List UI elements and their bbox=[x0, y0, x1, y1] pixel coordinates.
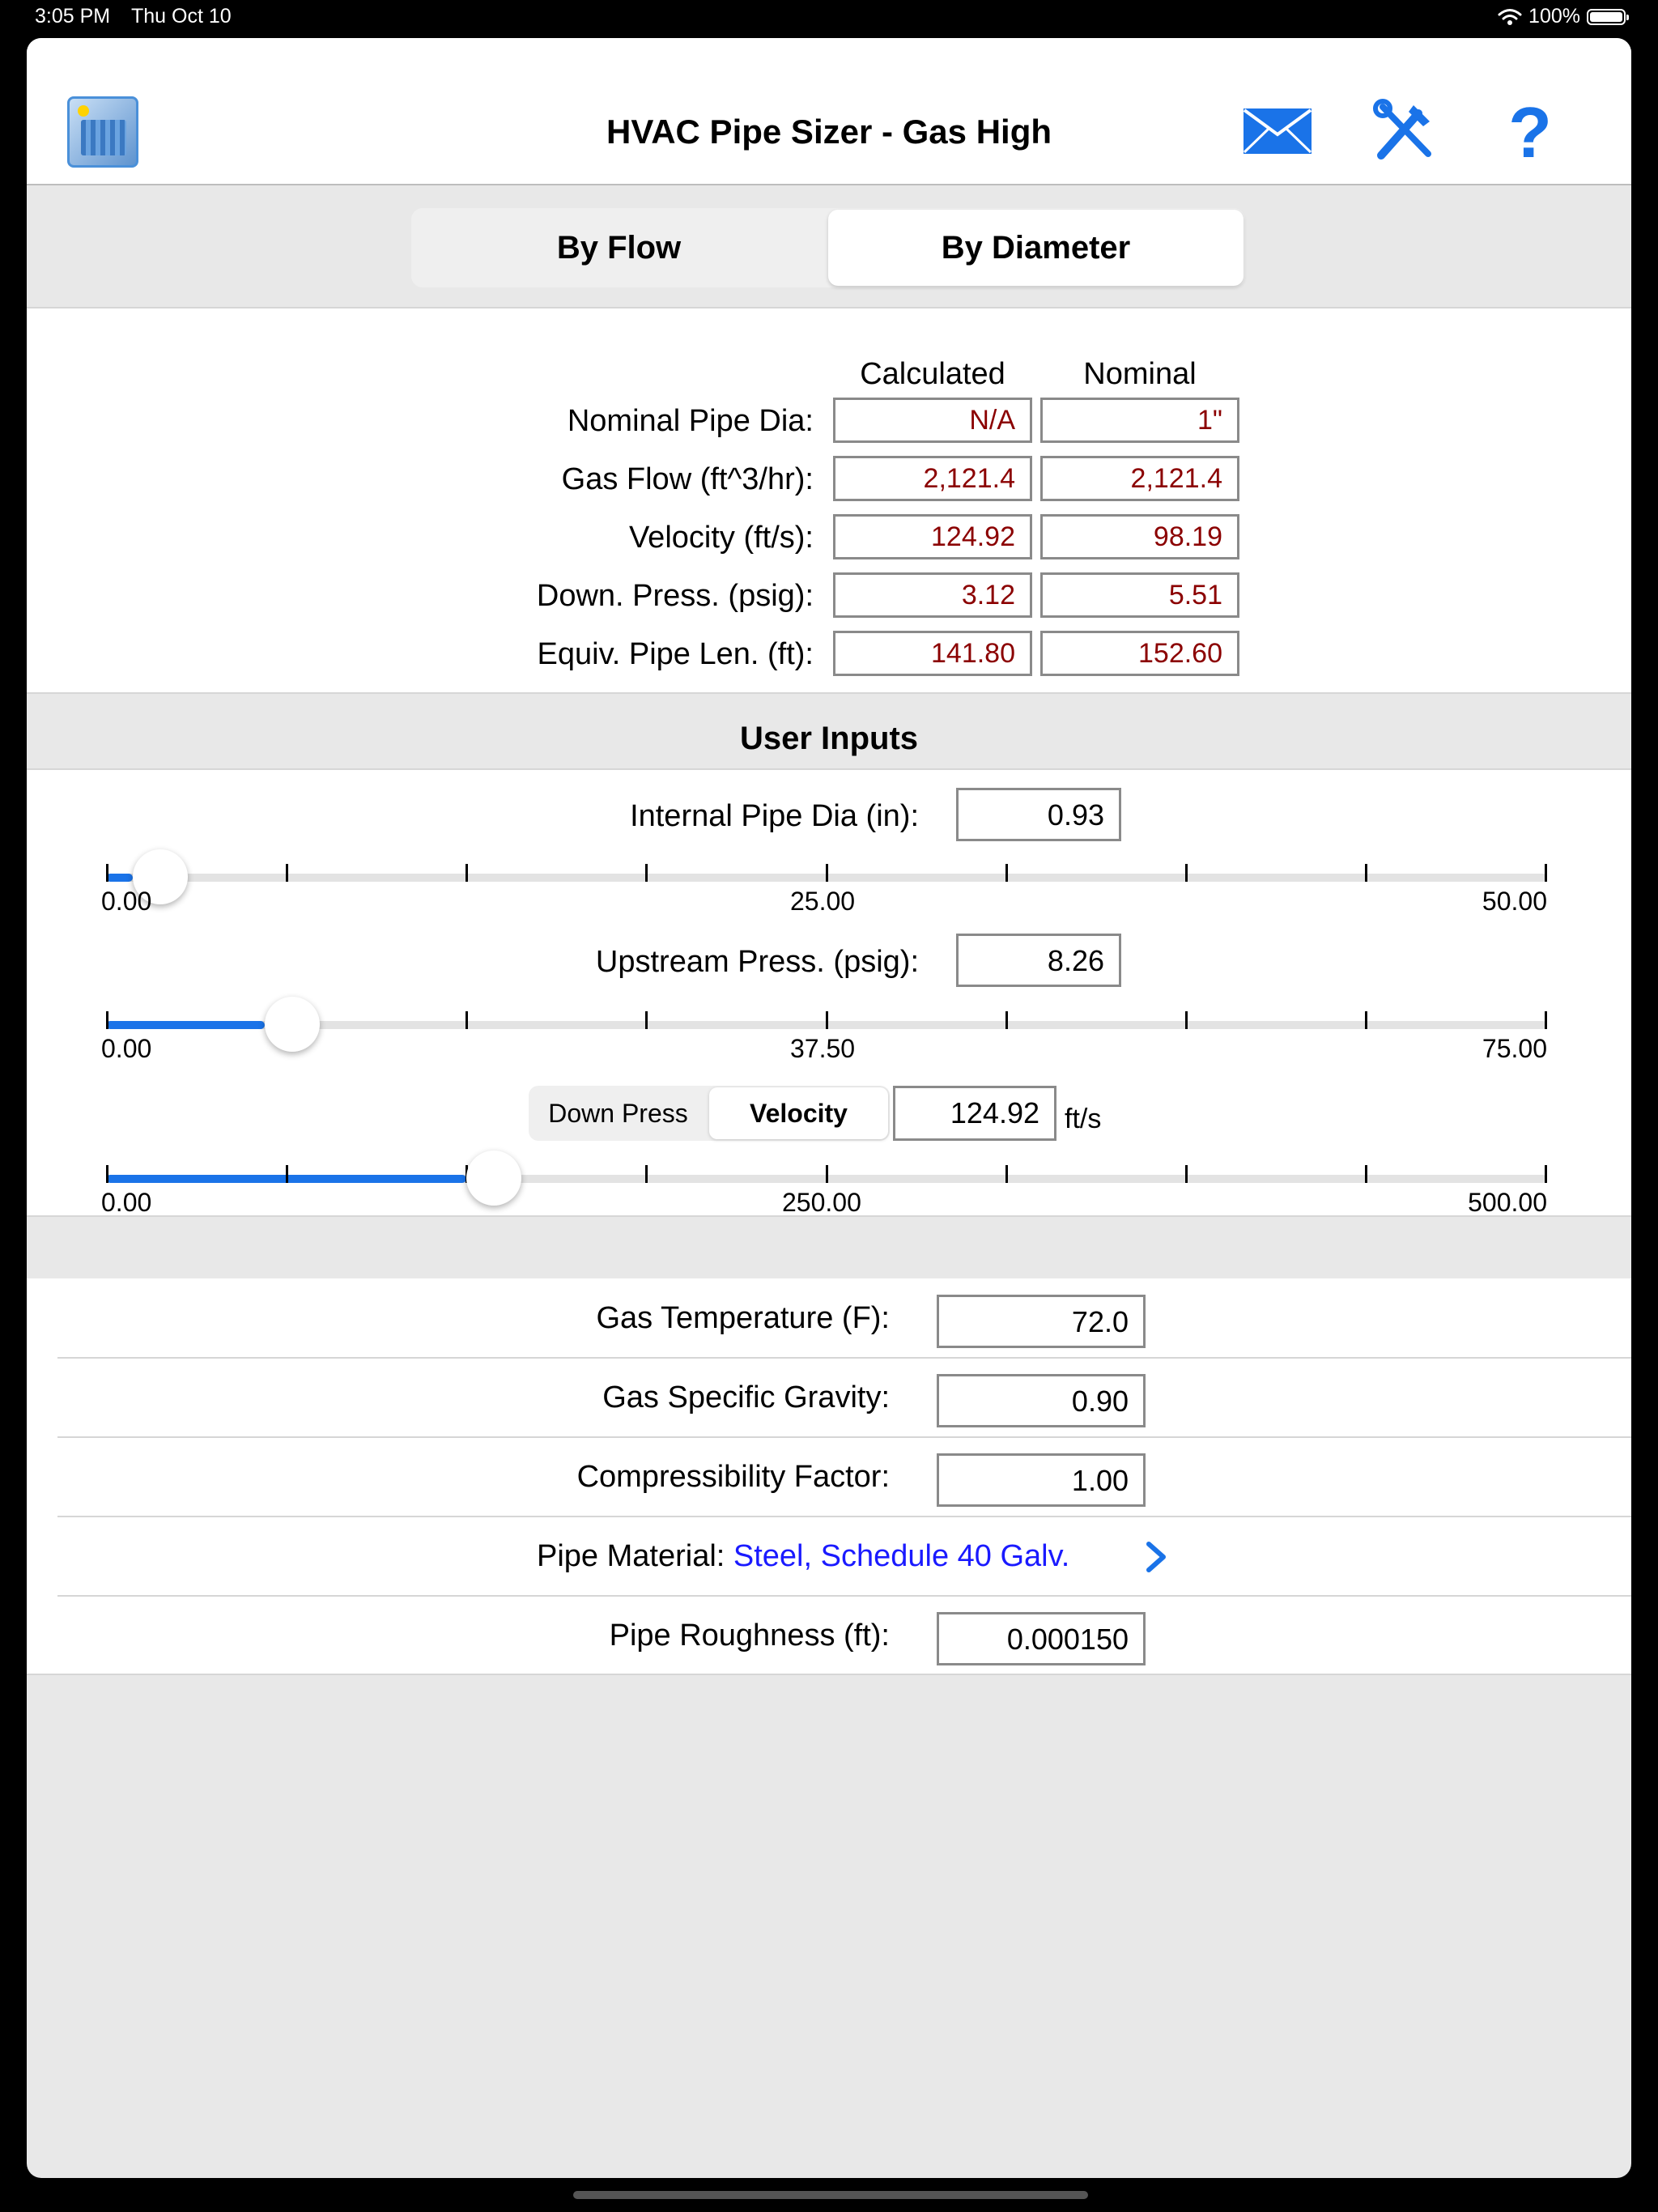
mode-area bbox=[27, 185, 1631, 308]
status-time: 3:05 PM bbox=[35, 5, 111, 28]
option-down-press[interactable]: Down Press bbox=[548, 1098, 688, 1128]
slider-max-label: 500.00 bbox=[1468, 1188, 1547, 1217]
velocity-input[interactable]: 124.92 bbox=[893, 1086, 1056, 1141]
option-velocity[interactable]: Velocity bbox=[709, 1087, 888, 1139]
pipe-material-row-content bbox=[537, 1539, 1069, 1574]
upstream-press-label: Upstream Press. (psig): bbox=[595, 945, 919, 979]
chevron-right-icon[interactable] bbox=[1142, 1541, 1170, 1573]
tab-by-diameter[interactable]: By Diameter bbox=[828, 210, 1244, 286]
nominal-down-press: 5.51 bbox=[1040, 572, 1239, 618]
slider-tick bbox=[106, 1011, 108, 1029]
slider-tick bbox=[645, 864, 648, 882]
compressibility-input[interactable]: 1.00 bbox=[937, 1453, 1146, 1507]
pipe-material-link[interactable]: Steel, Schedule 40 Galv. bbox=[733, 1539, 1070, 1573]
slider-thumb[interactable] bbox=[466, 1151, 521, 1206]
slider-tick bbox=[106, 864, 108, 882]
battery-percent: 100% bbox=[1528, 5, 1580, 28]
calc-nominal-dia: N/A bbox=[833, 398, 1032, 443]
property-row-specific-gravity bbox=[57, 1358, 1631, 1438]
row-label-down-press: Down. Press. (psig): bbox=[536, 579, 814, 613]
slider-fill bbox=[106, 874, 133, 882]
pipe-roughness-input[interactable]: 0.000150 bbox=[937, 1612, 1146, 1665]
slider-tick bbox=[826, 1011, 828, 1029]
nominal-velocity: 98.19 bbox=[1040, 514, 1239, 559]
nominal-gas-flow: 2,121.4 bbox=[1040, 456, 1239, 501]
mail-icon bbox=[1243, 108, 1312, 155]
calc-equiv-len: 141.80 bbox=[833, 631, 1032, 676]
internal-dia-slider[interactable] bbox=[101, 851, 1547, 916]
slider-thumb[interactable] bbox=[265, 997, 320, 1052]
column-header-nominal: Nominal bbox=[1083, 357, 1197, 391]
gas-temperature-label: Gas Temperature (F): bbox=[596, 1301, 890, 1335]
specific-gravity-input[interactable]: 0.90 bbox=[937, 1374, 1146, 1427]
slider-tick bbox=[1545, 1165, 1547, 1183]
home-indicator[interactable] bbox=[573, 2191, 1088, 2199]
slider-tick bbox=[1365, 864, 1367, 882]
mode-segmented-control bbox=[411, 208, 1245, 287]
property-row-temperature bbox=[57, 1278, 1631, 1359]
slider-tick bbox=[826, 864, 828, 882]
slider-tick bbox=[1545, 864, 1547, 882]
slider-max-label: 75.00 bbox=[1482, 1034, 1547, 1063]
user-inputs-section bbox=[27, 770, 1631, 1217]
slider-mid-label: 37.50 bbox=[790, 1034, 856, 1063]
velocity-slider[interactable] bbox=[101, 1152, 1547, 1217]
row-label-nominal-dia: Nominal Pipe Dia: bbox=[567, 404, 814, 438]
property-row-roughness bbox=[57, 1596, 1631, 1674]
slider-tick bbox=[1185, 1011, 1188, 1029]
section-spacer bbox=[27, 1217, 1631, 1280]
tab-by-flow[interactable]: By Flow bbox=[556, 229, 682, 266]
slider-tick bbox=[1185, 1165, 1188, 1183]
slider-tick bbox=[286, 1165, 288, 1183]
tools-button[interactable] bbox=[1367, 95, 1440, 168]
nav-bar bbox=[27, 38, 1631, 185]
internal-dia-label: Internal Pipe Dia (in): bbox=[630, 799, 919, 833]
slider-tick bbox=[1185, 864, 1188, 882]
app-window bbox=[27, 38, 1631, 2178]
property-row-compressibility bbox=[57, 1437, 1631, 1517]
status-bar bbox=[0, 0, 1658, 36]
slider-fill bbox=[106, 1021, 265, 1029]
pipe-roughness-label: Pipe Roughness (ft): bbox=[609, 1619, 890, 1653]
slider-tick bbox=[286, 864, 288, 882]
gas-temperature-input[interactable]: 72.0 bbox=[937, 1295, 1146, 1348]
status-date: Thu Oct 10 bbox=[131, 5, 232, 28]
calc-gas-flow: 2,121.4 bbox=[833, 456, 1032, 501]
column-header-calculated: Calculated bbox=[860, 357, 1005, 391]
wifi-icon bbox=[1498, 8, 1522, 26]
slider-min-label: 0.00 bbox=[101, 887, 152, 916]
mail-button[interactable] bbox=[1241, 95, 1314, 168]
slider-tick bbox=[1005, 864, 1008, 882]
slider-tick bbox=[1545, 1011, 1547, 1029]
slider-tick bbox=[1005, 1011, 1008, 1029]
slider-max-label: 50.00 bbox=[1482, 887, 1547, 916]
output-mode-segmented-control bbox=[529, 1086, 890, 1141]
gas-properties-section bbox=[27, 1278, 1631, 1675]
page-title: HVAC Pipe Sizer - Gas High bbox=[606, 113, 1052, 151]
calc-velocity: 124.92 bbox=[833, 514, 1032, 559]
svg-text:?: ? bbox=[1508, 99, 1552, 164]
upstream-press-slider[interactable] bbox=[101, 998, 1547, 1063]
slider-tick bbox=[1365, 1165, 1367, 1183]
row-label-velocity: Velocity (ft/s): bbox=[628, 521, 814, 555]
velocity-unit: ft/s bbox=[1065, 1104, 1102, 1134]
slider-tick bbox=[466, 864, 468, 882]
row-label-equiv-len: Equiv. Pipe Len. (ft): bbox=[537, 637, 814, 671]
calc-down-press: 3.12 bbox=[833, 572, 1032, 618]
battery-icon bbox=[1587, 9, 1626, 25]
slider-tick bbox=[466, 1011, 468, 1029]
user-inputs-heading: User Inputs bbox=[27, 694, 1631, 770]
pipe-material-label: Pipe Material: bbox=[537, 1539, 725, 1573]
slider-min-label: 0.00 bbox=[101, 1188, 152, 1217]
slider-tick bbox=[826, 1165, 828, 1183]
compressibility-label: Compressibility Factor: bbox=[576, 1460, 890, 1494]
slider-mid-label: 250.00 bbox=[782, 1188, 861, 1217]
slider-tick bbox=[1005, 1165, 1008, 1183]
status-right bbox=[1498, 5, 1626, 28]
slider-tick bbox=[645, 1011, 648, 1029]
property-row-pipe-material[interactable] bbox=[57, 1516, 1631, 1597]
row-label-gas-flow: Gas Flow (ft^3/hr): bbox=[561, 462, 814, 496]
slider-tick bbox=[645, 1165, 648, 1183]
slider-tick bbox=[1365, 1011, 1367, 1029]
internal-dia-input[interactable]: 0.93 bbox=[956, 788, 1121, 841]
help-icon bbox=[1506, 99, 1554, 164]
tools-icon bbox=[1371, 99, 1436, 164]
nominal-equiv-len: 152.60 bbox=[1040, 631, 1239, 676]
slider-mid-label: 25.00 bbox=[790, 887, 856, 916]
nominal-nominal-dia: 1" bbox=[1040, 398, 1239, 443]
upstream-press-input[interactable]: 8.26 bbox=[956, 934, 1121, 987]
results-section bbox=[27, 308, 1631, 694]
help-button[interactable] bbox=[1494, 95, 1567, 168]
slider-tick bbox=[106, 1165, 108, 1183]
slider-min-label: 0.00 bbox=[101, 1034, 152, 1063]
specific-gravity-label: Gas Specific Gravity: bbox=[602, 1380, 890, 1414]
